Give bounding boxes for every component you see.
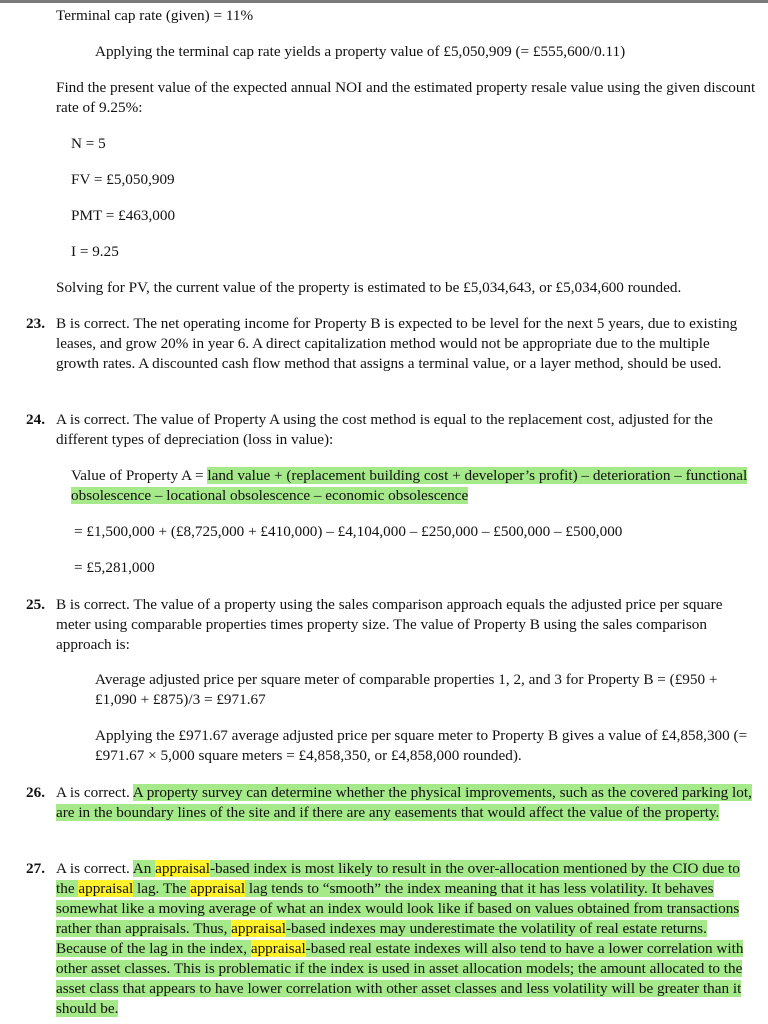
answer-number: 24. <box>26 411 45 428</box>
answer-lead: A is correct. <box>56 784 133 801</box>
terminal-cap-line: Terminal cap rate (given) = 11% <box>56 7 254 24</box>
answer-lead: A is correct. <box>56 860 133 877</box>
keyword-highlight: appraisal <box>231 920 286 937</box>
calc-line: = £1,500,000 + (£8,725,000 + £410,000) – £4,104,000 – £250,000 – £500,000 – £500,000 <box>74 523 623 540</box>
highlight-text: A property survey can determine whether the physical improvements, such as the covered parking lot, are in the boundary lines of the site and if there are any easements that would affect the value of the property. <box>56 784 752 821</box>
highlight-text: lag tends to “smooth” the index meaning that it has less volatility. It behaves somewhat like a moving average of what an index would look like if based on values obtained from transactions rather than appraisals. Thus, <box>56 880 740 937</box>
highlight-text: -based real estate indexes will also tend to have a lower correlation with other asset classes. This is problematic if the index is used in asset allocation models; the amount allocated to the asset class that appears to have lower correlation with other asset classes and less volatility will be greater than it should be. <box>56 940 744 1017</box>
highlight-text: -based indexes may underestimate the volatility of real estate returns. Because of the lag in the index, <box>56 920 707 957</box>
result-line: = £5,281,000 <box>74 559 155 576</box>
highlight-text: An <box>132 860 156 877</box>
answer-text: B is correct. The value of a property using the sales comparison approach equals the adjusted price per square meter using comparable properties times property size. The value of Property B using the sales comparison approach is: <box>56 596 723 653</box>
avg-line: Average adjusted price per square meter of comparable properties 1, 2, and 3 for Property B = (£950 + £1,090 + £875)/3 = £971.67 <box>95 671 718 708</box>
answer-number: 23. <box>26 315 45 332</box>
keyword-highlight: appraisal <box>190 880 246 897</box>
answer-number: 26. <box>26 784 45 801</box>
pmt-line: PMT = £463,000 <box>71 207 176 224</box>
answer-number: 25. <box>26 596 45 613</box>
i-line: I = 9.25 <box>71 243 119 260</box>
keyword-highlight: appraisal <box>155 860 210 877</box>
fv-line: FV = £5,050,909 <box>71 171 175 188</box>
solving-line: Solving for PV, the current value of the property is estimated to be £5,034,643, or £5,034,600 rounded. <box>56 279 682 296</box>
answer-text: A is correct. The value of Property A using the cost method is equal to the replacement cost, adjusted for the different types of depreciation (loss in value): <box>56 411 713 448</box>
formula-highlight: land value + (replacement building cost + developer’s profit) – deterioration – functional obsolescence – locational obsolescence – economic obsolescence <box>71 467 748 504</box>
highlight-text: -based index is most likely to result in the over-allocation mentioned by the CIO due to the <box>56 860 740 897</box>
answer-number: 27. <box>26 860 45 877</box>
top-border <box>0 0 768 3</box>
keyword-highlight: appraisal <box>250 940 306 957</box>
highlight-text: lag. The <box>133 880 191 897</box>
applying-cap-line: Applying the terminal cap rate yields a property value of £5,050,909 (= £555,600/0.11) <box>95 43 626 60</box>
answer-text <box>56 783 756 823</box>
n-line: N = 5 <box>71 135 106 152</box>
find-pv-paragraph: Find the present value of the expected annual NOI and the estimated property resale value using the given discount rate of 9.25%: <box>56 79 756 116</box>
answer-text <box>56 859 756 1019</box>
formula-line <box>71 466 751 506</box>
formula-label: Value of Property A = <box>71 467 208 484</box>
apply-line: Applying the £971.67 average adjusted price per square meter to Property B gives a value of £4,858,300 (= £971.67 × 5,000 square meters = £4,858,350, or £4,858,000 rounded). <box>95 727 748 764</box>
answer-text: B is correct. The net operating income for Property B is expected to be level for the next 5 years, due to existing leases, and grow 20% in year 6. A direct capitalization method would not be appropriate due to the multiple growth rates. A discounted cash flow method that assigns a terminal value, or a layer method, should be used. <box>56 315 738 372</box>
keyword-highlight: appraisal <box>78 880 134 897</box>
